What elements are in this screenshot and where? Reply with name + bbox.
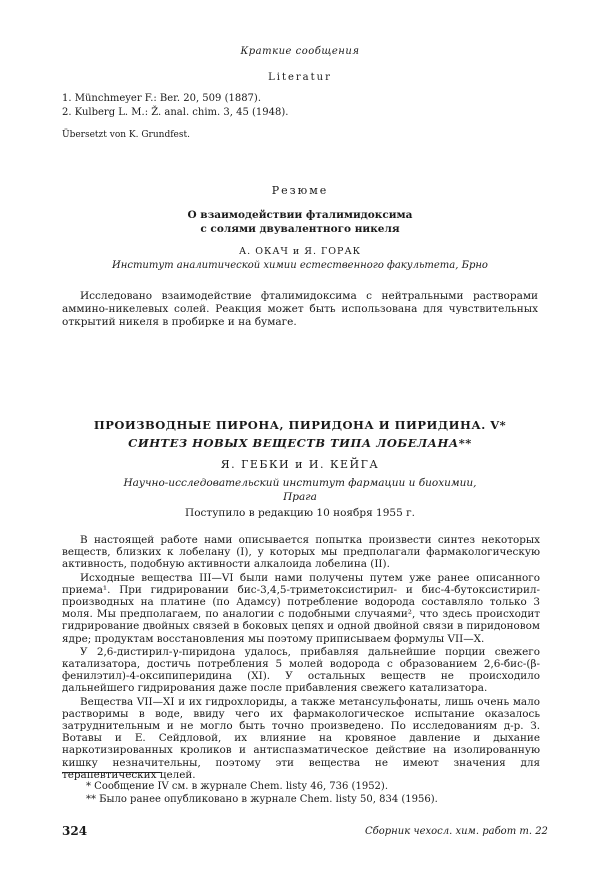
article-institute <box>0 476 600 504</box>
page-number: 324 <box>62 824 88 838</box>
resume-institute: Институт аналитической химии естественного факультета, Брно <box>112 260 488 271</box>
article-body <box>62 534 540 782</box>
running-head: Краткие сообщения <box>240 46 360 57</box>
journal-footer: Сборник чехосл. хим. работ т. 22 <box>365 826 548 837</box>
body-paragraph: В настоящей работе нами описывается попытка произвести синтез некоторых веществ, близких к лобелану (I), у которых мы предполагали фармакологическую активность, подобную активности алкалоида лобелина (II). <box>62 534 540 571</box>
reference-item: 2. Kulberg L. M.: Ž. anal. chim. 3, 45 (1948). <box>62 107 289 118</box>
footnotes <box>62 780 540 806</box>
translator-note: Übersetzt von K. Grundfest. <box>62 130 190 140</box>
footnote-divider <box>62 772 162 773</box>
article-title-line: СИНТЕЗ НОВЫХ ВЕЩЕСТВ ТИПА ЛОБЕЛАНА** <box>128 436 472 450</box>
article-title <box>0 416 600 452</box>
footnote: ** Было ранее опубликовано в журнале Chem. listy 50, 834 (1956). <box>86 794 438 805</box>
resume-heading: Резюме <box>271 184 329 197</box>
article-institute-line: Прага <box>283 491 317 503</box>
body-paragraph: Исходные вещества III—VI были нами получены путем уже ранее описанного приема¹. При гидрировании бис-3,4,5-триметоксистирил- и бис-4-бутоксистирил-производных на платине (по Адамсу) потребление водорода составляло только 3 моля. Мы предполагаем, по аналогии с подобными случаями², что здесь происходит гидрирование двойных связей в боковых цепях и одной двойной связи в пиридоновом ядре; продуктам восстановления мы поэтому приписываем формулы VII—X. <box>62 571 540 645</box>
article-authors: Я. ГЕБКИ и И. КЕЙГА <box>220 458 380 471</box>
resume-title <box>0 208 600 236</box>
footnote: * Сообщение IV см. в журнале Chem. listy 46, 736 (1952). <box>86 781 388 792</box>
reference-item: 1. Münchmeyer F.: Ber. 20, 509 (1887). <box>62 93 261 104</box>
body-paragraph: У 2,6-дистирил-γ-пиридона удалось, прибавляя дальнейшие порции свежего катализатора, достичь потребления 5 молей водорода с образованием 2,6-бис-(β-фенилэтил)-4-оксипиперидина (XI). У остальных веществ не происходило дальнейшего гидрирования даже после прибавления свежего катализатора. <box>62 645 540 695</box>
resume-title-line: с солями двувалентного никеля <box>200 223 400 235</box>
literatur-heading: Literatur <box>268 72 332 83</box>
received-date: Поступило в редакцию 10 ноября 1955 г. <box>185 507 415 519</box>
resume-authors: А. ОКАЧ и Я. ГОРАК <box>238 246 361 257</box>
reference-list <box>62 92 542 120</box>
resume-title-line: О взаимодействии фталимидоксима <box>187 209 413 221</box>
article-institute-line: Научно-исследовательский институт фармации и биохимии, <box>123 477 477 489</box>
article-title-line: ПРОИЗВОДНЫЕ ПИРОНА, ПИРИДОНА И ПИРИДИНА. V* <box>93 418 507 432</box>
resume-text: Исследовано взаимодействие фталимидоксима с нейтральными растворами аммино-никелевых солей. Реакция может быть использована для чувствительных открытий никеля в пробирке и на бумаге. <box>62 290 538 328</box>
body-paragraph: Вещества VII—XI и их гидрохлориды, а также метансульфонаты, лишь очень мало растворимы в воде, ввиду чего их фармакологическое испытание оказалось затруднительным и не могло быть точно произведено. По исследованиям д-р. З. Вотавы и Е. Сейдловой, их влияние на кровяное давление и дыхание наркотизированных кроликов и антиспазматическое действие на изолированную кишку незначительны, поэтому эти вещества не имеют значения для терапевтических целей. <box>62 695 540 781</box>
